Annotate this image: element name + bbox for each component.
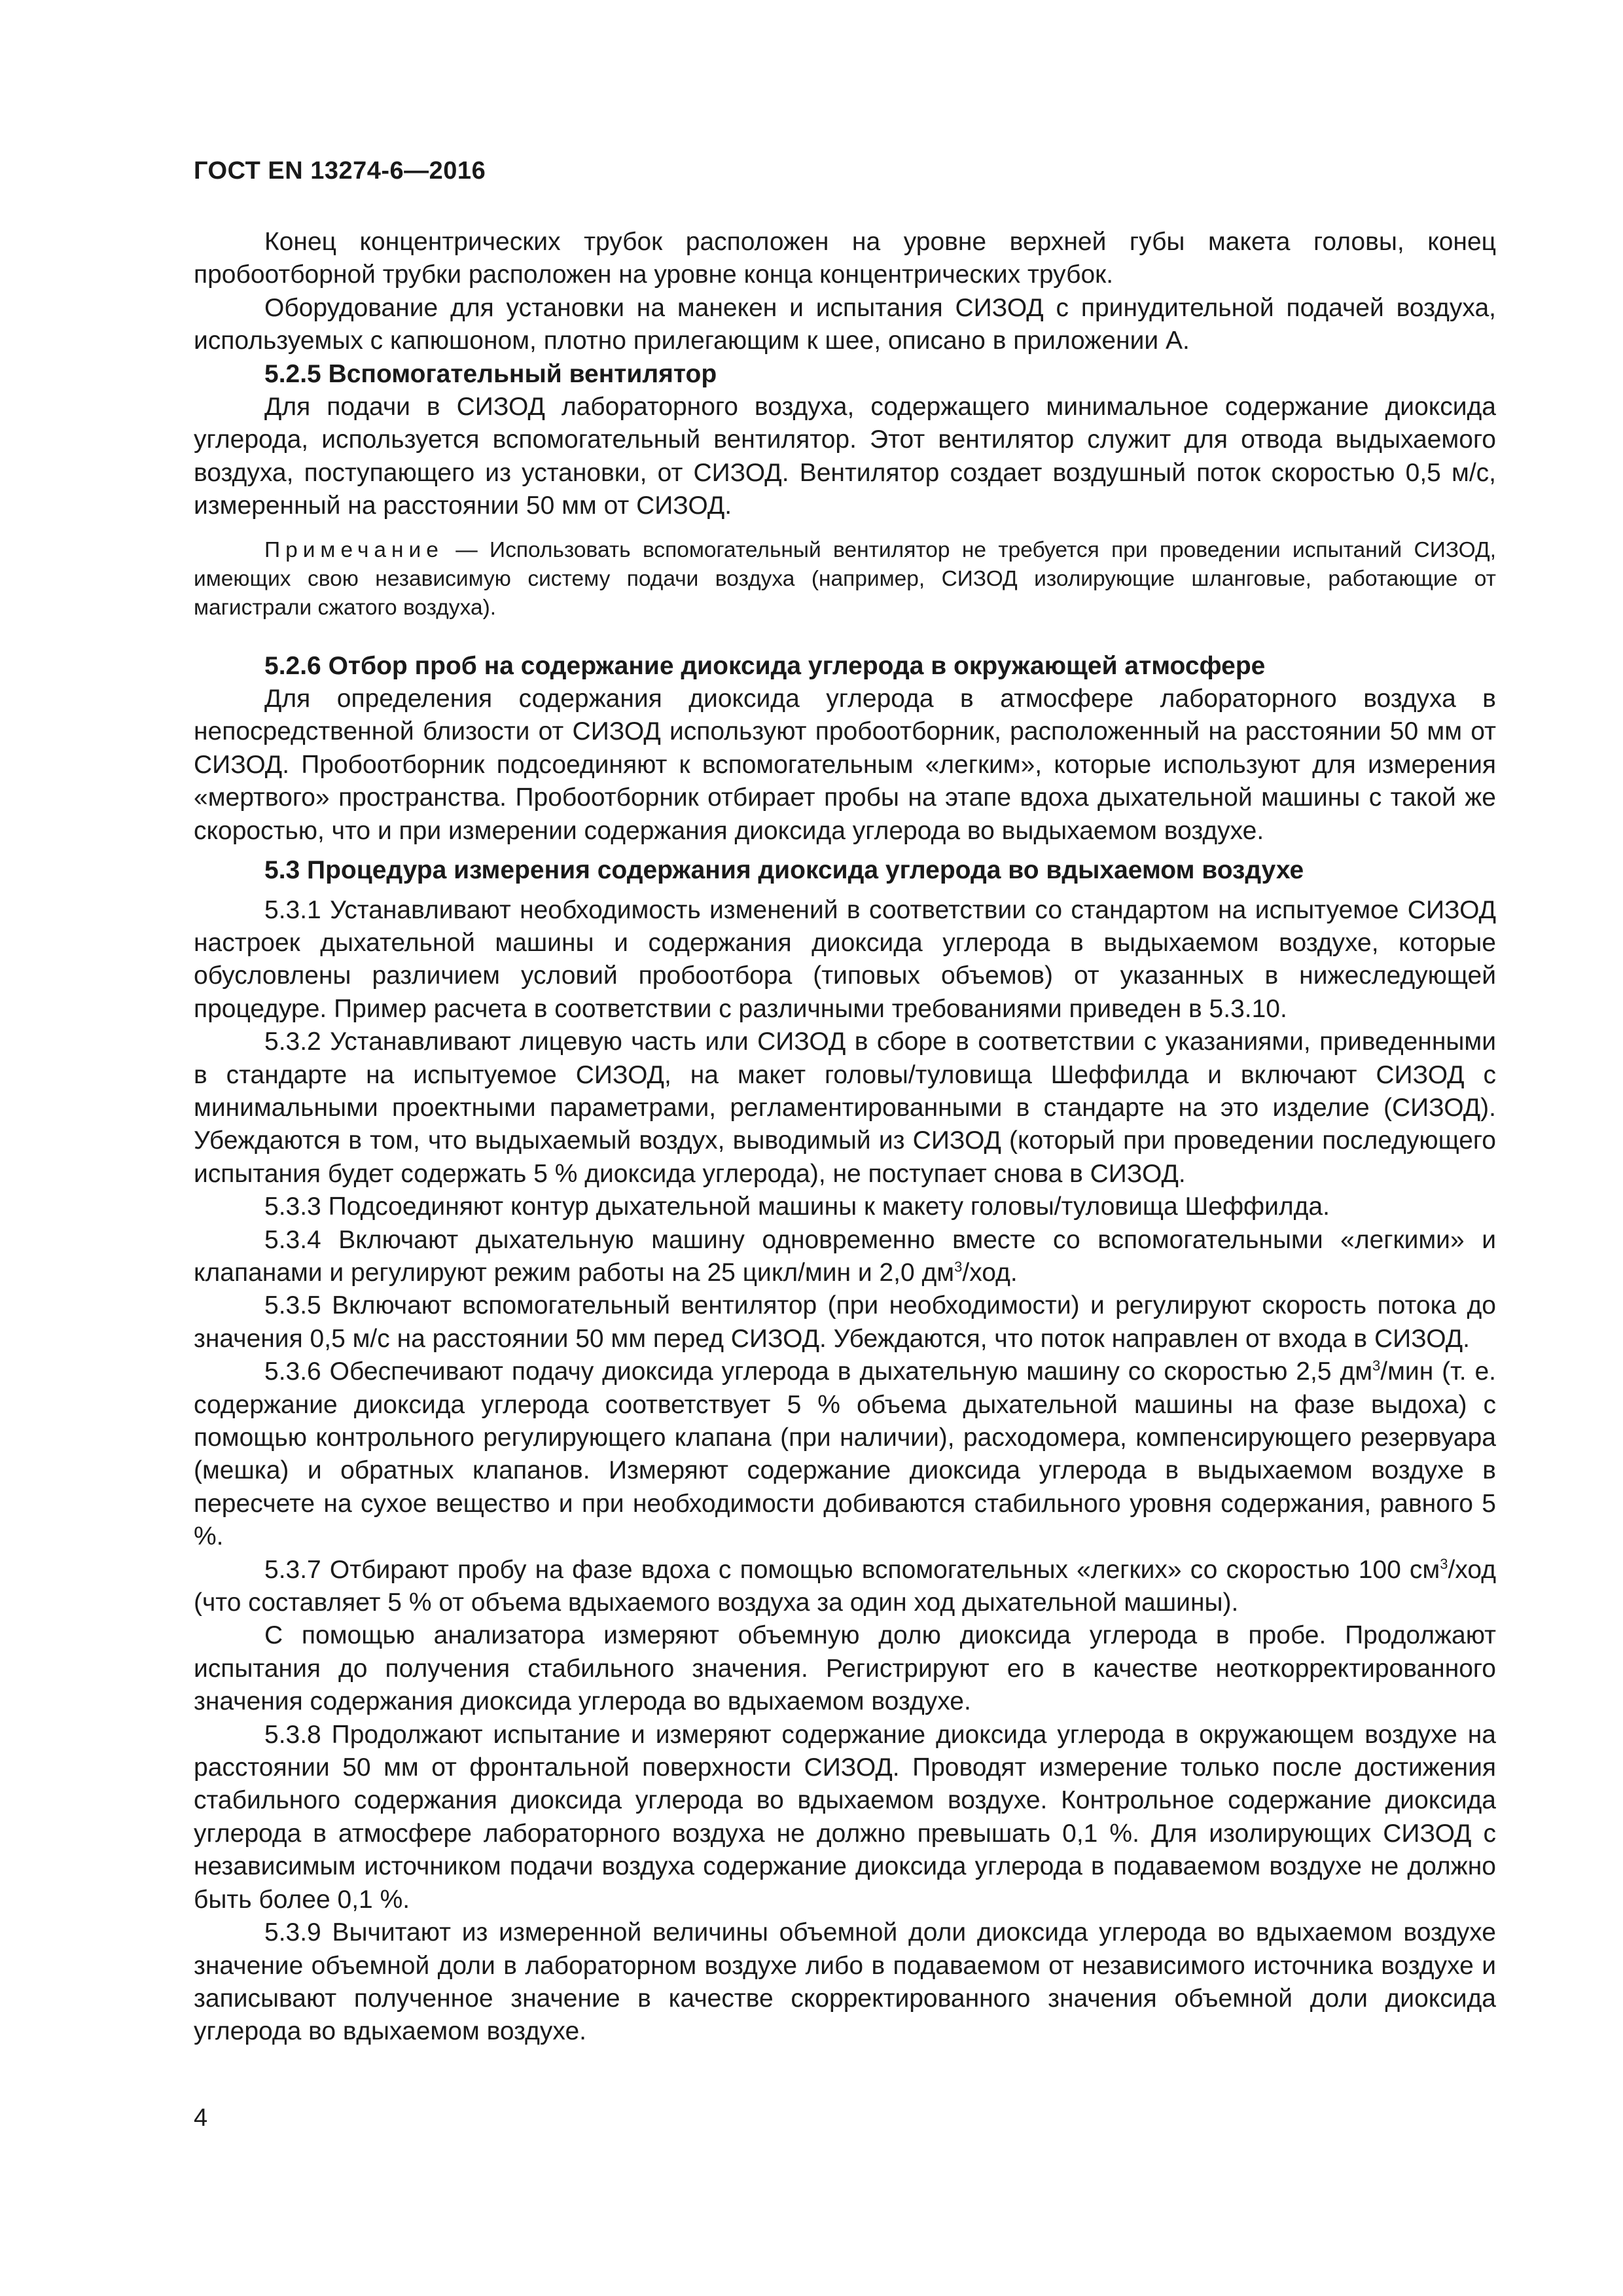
page-number: 4 <box>194 2104 208 2132</box>
paragraph-5-2-5: Для подачи в СИЗОД лабораторного воздуха, содержащего минимальное содержание диоксида углерода, используется вспомогательный вентилятор. Этот вентилятор служит для отвода выдыхаемого воздуха, поступающего из установки, от СИЗОД. Вентилятор создает воздушный поток скоростью 0,5 м/с, измеренный на расстоянии 50 мм от СИЗОД. <box>194 393 1496 520</box>
section-heading-5-2-6: 5.2.6 Отбор проб на содержание диоксида углерода в окружающей атмосфере <box>264 651 1266 680</box>
paragraph-5-3-6: 5.3.6 Обеспечивают подачу диоксида углерода в дыхательную машину со скоростью 2,5 $дм^3$/мин (т. е. содержание диоксида углерода соответствует 5 % объема дыхательной машины на фазе выдоха) с помощью контрольного регулирующего клапана (при наличии), расходомера, компенсирующего резервуара (мешка) и обратных клапанов. Измеряют содержание диоксида углерода в выдыхаемом воздухе в пересчете на сухое вещество и при необходимости добиваются стабильного уровня содержания, равного 5 %. <box>194 1357 1496 1551</box>
note-text: — Использовать вспомогательный вентилятор не требуется при проведении испытаний СИЗОД, имеющих свою независимую систему подачи воздуха (например, СИЗОД изолирующие шланговые, работающие от магистрали сжатого воздуха). <box>194 537 1496 620</box>
section-heading-5-2-5: 5.2.5 Вспомогательный вентилятор <box>264 359 717 388</box>
paragraph-5-3-5: 5.3.5 Включают вспомогательный вентилятор (при необходимости) и регулируют скорость потока до значения 0,5 м/с на расстоянии 50 мм перед СИЗОД. Убеждаются, что поток направлен от входа в СИЗОД. <box>194 1291 1496 1353</box>
paragraph-5-3-4: 5.3.4 Включают дыхательную машину одновременно вместе со вспомогательными «легкими» и клапанами и регулируют режим работы на 25 цикл/мин и 2,0 $дм^3$/ход. <box>194 1225 1496 1287</box>
document-body <box>194 226 1496 2049</box>
note-label: Примечание <box>264 537 444 562</box>
paragraph-5-3-9: 5.3.9 Вычитают из измеренной величины объемной доли диоксида углерода во вдыхаемом воздухе значение объемной доли в лабораторном воздухе либо в подаваемом от независимого источника воздухе и записывают полученное значение в качестве скорректированного значения объемной доли диоксида углерода во вдыхаемом воздухе. <box>194 1918 1496 2046</box>
paragraph-5-2-6: Для определения содержания диоксида углерода в атмосфере лабораторного воздуха в непосредственной близости от СИЗОД используют пробоотборник, расположенный на расстоянии 50 мм от СИЗОД. Пробоотборник подсоединяют к вспомогательным «легким», которые используют для измерения «мертвого» пространства. Пробоотборник отбирает пробы на этапе вдоха дыхательной машины с такой же скоростью, что и при измерении содержания диоксида углерода во выдыхаемом воздухе. <box>194 685 1496 845</box>
paragraph-5-3-1: 5.3.1 Устанавливают необходимость изменений в соответствии со стандартом на испытуемое СИЗОД настроек дыхательной машины и содержания диоксида углерода в выдыхаемом воздухе, которые обусловлены различием условий пробоотбора (типовых объемов) от указанных в нижеследующей процедуре. Пример расчета в соответствии с различными требованиями приведен в 5.3.10. <box>194 895 1496 1023</box>
paragraph-5-3-3: 5.3.3 Подсоединяют контур дыхательной машины к макету головы/туловища Шеффилда. <box>264 1193 1330 1221</box>
paragraph-tubes: Конец концентрических трубок расположен на уровне верхней губы макета головы, конец пробоотборной трубки расположен на уровне конца концентрических трубок. <box>194 228 1496 289</box>
paragraph-5-3-7-continued: С помощью анализатора измеряют объемную долю диоксида углерода в пробе. Продолжают испытания до получения стабильного значения. Регистрируют его в качестве неоткорректированного значения содержания диоксида углерода во вдыхаемом воздухе. <box>194 1621 1496 1716</box>
section-heading-5-3: 5.3 Процедура измерения содержания диоксида углерода во вдыхаемом воздухе <box>264 856 1304 885</box>
paragraph-equipment: Оборудование для установки на манекен и испытания СИЗОД с принудительной подачей воздуха, используемых с капюшоном, плотно прилегающим к шее, описано в приложении А. <box>194 293 1496 355</box>
paragraph-5-3-2: 5.3.2 Устанавливают лицевую часть или СИЗОД в сборе в соответствии с указаниями, приведенными в стандарте на испытуемое СИЗОД, на макет головы/туловища Шеффилда и включают СИЗОД с минимальными проектными параметрами, регламентированными в стандарте на это изделие (СИЗОД). Убеждаются в том, что выдыхаемый воздух, выводимый из СИЗОД (который при проведении последующего испытания будет содержать 5 % диоксида углерода), не поступает снова в СИЗОД. <box>194 1028 1496 1188</box>
note <box>194 536 1496 622</box>
document-header: ГОСТ EN 13274-6—2016 <box>194 157 486 185</box>
paragraph-5-3-8: 5.3.8 Продолжают испытание и измеряют содержание диоксида углерода в окружающем воздухе на расстоянии 50 мм от фронтальной поверхности СИЗОД. Проводят измерение только после достижения стабильного содержания диоксида углерода во вдыхаемом воздухе. Контрольное содержание диоксида углерода в атмосфере лабораторного воздуха не должно превышать 0,1 %. Для изолирующих СИЗОД с независимым источником подачи воздуха содержание диоксида углерода в подаваемом воздухе не должно быть более 0,1 %. <box>194 1720 1496 1914</box>
paragraph-5-3-7: 5.3.7 Отбирают пробу на фазе вдоха с помощью вспомогательных «легких» со скоростью 100 $см^3$/ход (что составляет 5 % от объема вдыхаемого воздуха за один ход дыхательной машины). <box>194 1555 1496 1617</box>
